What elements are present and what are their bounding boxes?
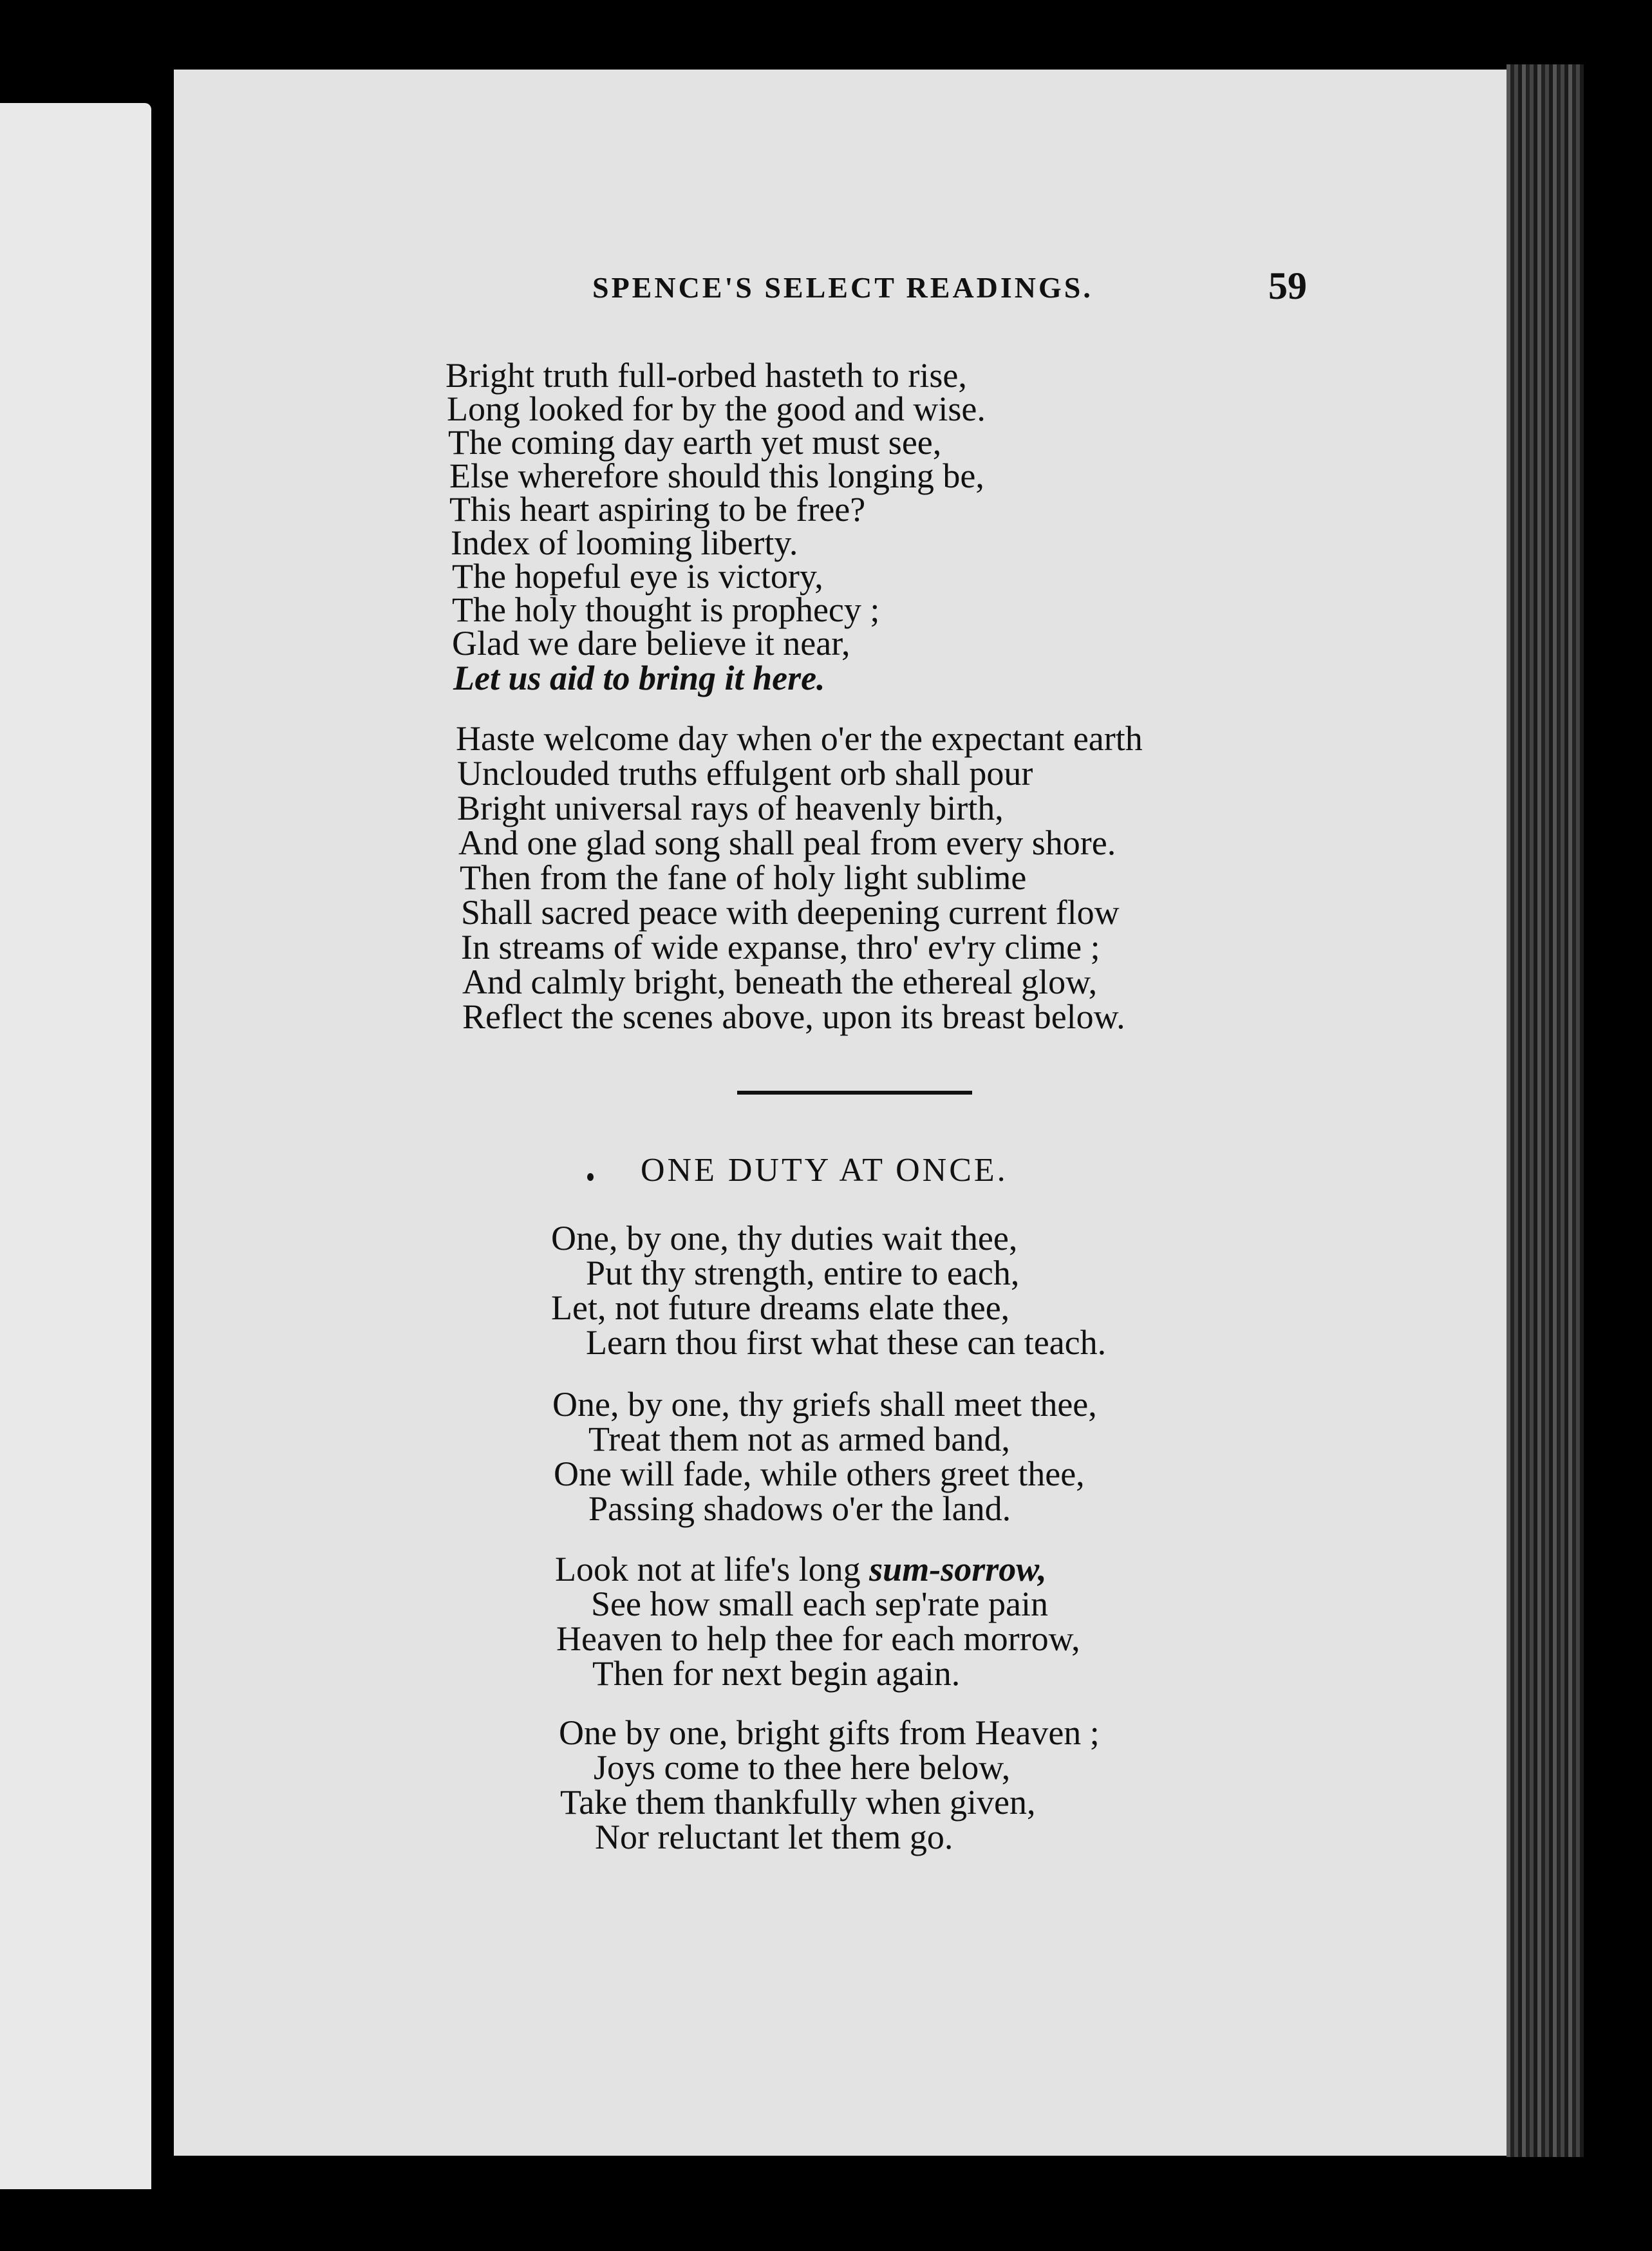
stanza1-line: Long looked for by the good and wise. bbox=[447, 390, 986, 428]
stanza2-line: Bright universal rays of heavenly birth, bbox=[457, 789, 1004, 827]
poem-title: ONE DUTY AT ONCE. bbox=[641, 1152, 1008, 1189]
verse3-line bbox=[555, 1552, 1047, 1587]
verse1-line: One, by one, thy duties wait thee, bbox=[551, 1219, 1018, 1257]
stanza1-line: The hopeful eye is victory, bbox=[452, 557, 823, 596]
running-head: SPENCE'S SELECT READINGS. bbox=[592, 271, 1093, 304]
stanza1-line-italic: Let us aid to bring it here. bbox=[453, 659, 825, 697]
stanza1-line: Glad we dare believe it near, bbox=[452, 624, 850, 663]
verse4-line: Take them thankfully when given, bbox=[560, 1783, 1036, 1822]
verse2-line: Treat them not as armed band, bbox=[588, 1420, 1010, 1458]
page-edge bbox=[1507, 64, 1584, 2157]
stanza1-line: Else wherefore should this longing be, bbox=[449, 457, 984, 495]
verse4-line: Nor reluctant let them go. bbox=[595, 1818, 953, 1856]
verse2-line: Passing shadows o'er the land. bbox=[588, 1489, 1011, 1528]
left-page bbox=[0, 103, 151, 2189]
verse3-line-italic: sum-sorrow, bbox=[869, 1550, 1047, 1588]
stanza2-line: And one glad song shall peal from every shore. bbox=[458, 824, 1116, 862]
verse4-line: Joys come to thee here below, bbox=[594, 1748, 1011, 1787]
stanza1-line: Index of looming liberty. bbox=[451, 523, 798, 562]
stanza1-line: Bright truth full-orbed hasteth to rise, bbox=[446, 356, 967, 395]
verse4-line: One by one, bright gifts from Heaven ; bbox=[559, 1713, 1100, 1752]
verse1-line: Let, not future dreams elate thee, bbox=[551, 1288, 1010, 1327]
stanza2-line: Haste welcome day when o'er the expectant earth bbox=[456, 719, 1143, 758]
verse3-line: Heaven to help thee for each morrow, bbox=[556, 1619, 1080, 1658]
stanza2-line: Unclouded truths effulgent orb shall pour bbox=[457, 754, 1033, 793]
page-number: 59 bbox=[1268, 265, 1307, 307]
verse2-line: One, by one, thy griefs shall meet thee, bbox=[552, 1385, 1097, 1424]
stanza2-line: Shall sacred peace with deepening current flow bbox=[461, 893, 1120, 932]
verse3-line: See how small each sep'rate pain bbox=[591, 1585, 1048, 1623]
stanza2-line: In streams of wide expanse, thro' ev'ry clime ; bbox=[461, 928, 1100, 966]
bullet-mark bbox=[587, 1173, 594, 1181]
verse3-line: Then for next begin again. bbox=[592, 1654, 961, 1693]
verse1-line: Learn thou first what these can teach. bbox=[586, 1323, 1107, 1362]
verse1-line: Put thy strength, entire to each, bbox=[586, 1254, 1020, 1292]
stanza1-line: This heart aspiring to be free? bbox=[449, 490, 866, 529]
section-divider bbox=[737, 1091, 972, 1095]
stanza2-line: Reflect the scenes above, upon its breast below. bbox=[462, 997, 1125, 1036]
stanza2-line: Then from the fane of holy light sublime bbox=[460, 858, 1027, 897]
verse3-line-text: Look not at life's long bbox=[555, 1550, 861, 1588]
stanza2-line: And calmly bright, beneath the ethereal glow, bbox=[462, 963, 1098, 1001]
stanza1-line: The coming day earth yet must see, bbox=[448, 423, 942, 462]
stanza1-line: The holy thought is prophecy ; bbox=[452, 590, 880, 629]
verse2-line: One will fade, while others greet thee, bbox=[554, 1455, 1085, 1493]
